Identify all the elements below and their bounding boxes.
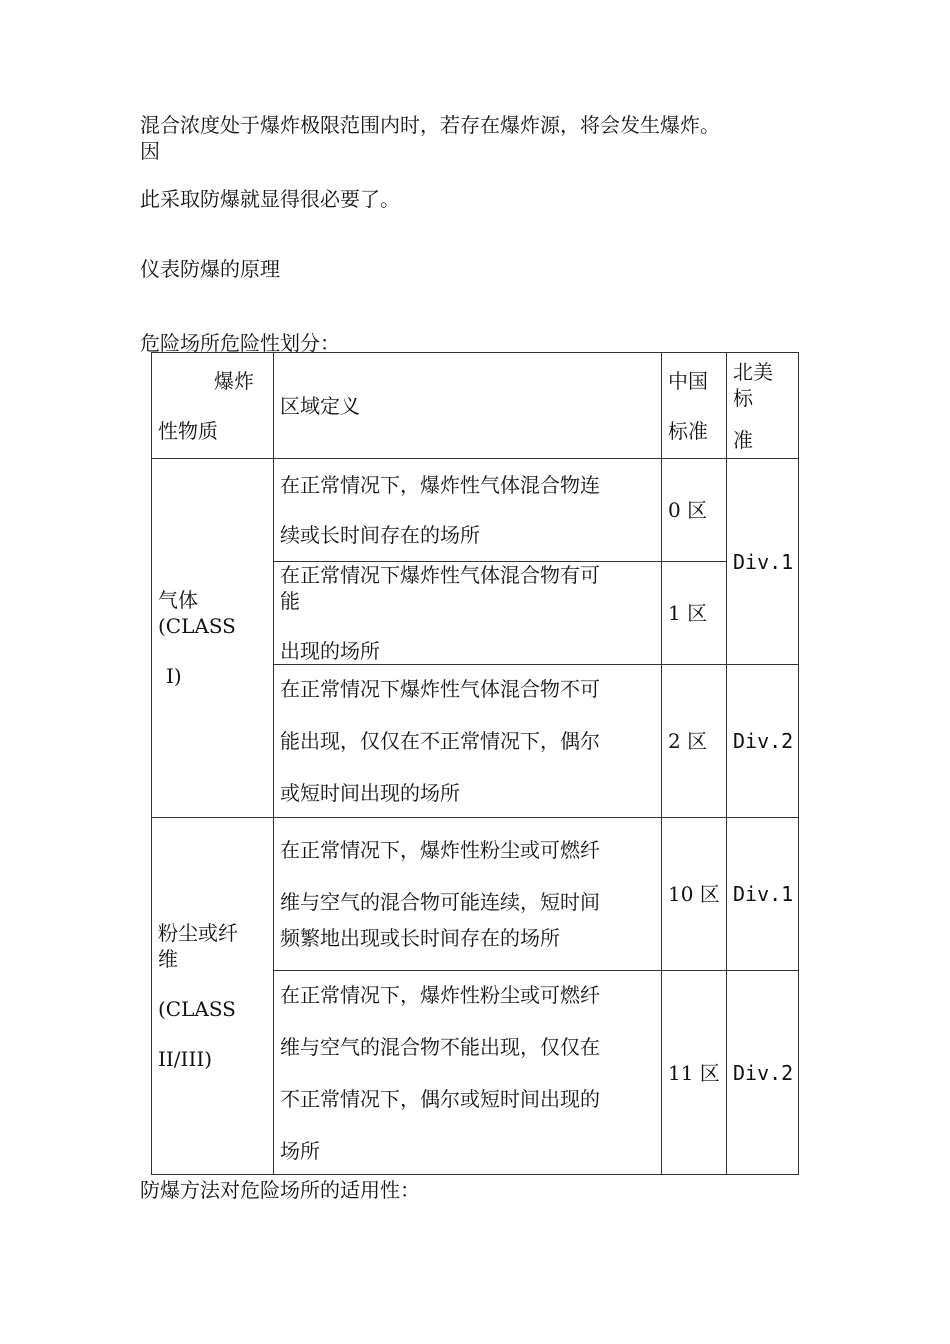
section-heading: 仪表防爆的原理 <box>140 257 280 281</box>
table-row <box>152 818 799 971</box>
table-header-row <box>152 353 799 459</box>
intro-paragraph-wrap: 因 <box>140 139 160 163</box>
north-america-division: Div.1 <box>727 459 799 665</box>
table-row <box>152 459 799 562</box>
header-zone-definition: 区域定义 <box>274 353 662 459</box>
china-zone: 10 区 <box>662 818 727 971</box>
zone-definition: 在正常情况下爆炸性气体混合物有可 能 出现的场所 <box>274 562 662 665</box>
china-zone: 2 区 <box>662 665 727 818</box>
china-zone: 1 区 <box>662 562 727 665</box>
north-america-division: Div.1 <box>727 818 799 971</box>
intro-paragraph-line1: 混合浓度处于爆炸极限范围内时，若存在爆炸源，将会发生爆炸。 <box>140 113 720 137</box>
hazard-zone-table <box>151 352 799 1175</box>
north-america-division: Div.2 <box>727 971 799 1175</box>
zone-definition: 在正常情况下爆炸性气体混合物不可 能出现，仅仅在不正常情况下，偶尔 或短时间出现的场所 <box>274 665 662 818</box>
header-north-america-standard: 北美 标 准 <box>727 353 799 459</box>
table-caption: 危险场所危险性划分： <box>140 331 340 355</box>
zone-definition: 在正常情况下，爆炸性粉尘或可燃纤 维与空气的混合物不能出现，仅仅在 不正常情况下，偶尔或短时间出现的 场所 <box>274 971 662 1175</box>
zone-definition: 在正常情况下，爆炸性气体混合物连 续或长时间存在的场所 <box>274 459 662 562</box>
china-zone: 11 区 <box>662 971 727 1175</box>
substance-gas: 气体 (CLASS I) <box>152 459 274 818</box>
substance-dust-fiber: 粉尘或纤 维 (CLASS II/III) <box>152 818 274 1175</box>
north-america-division: Div.2 <box>727 665 799 818</box>
intro-paragraph-line2: 此采取防爆就显得很必要了。 <box>140 187 400 211</box>
closing-line: 防爆方法对危险场所的适用性： <box>140 1178 420 1202</box>
header-substance: 爆炸 性物质 <box>152 353 274 459</box>
zone-definition: 在正常情况下，爆炸性粉尘或可燃纤 维与空气的混合物可能连续，短时间 频繁地出现或长时间存在的场所 <box>274 818 662 971</box>
header-china-standard: 中国 标准 <box>662 353 727 459</box>
china-zone: 0 区 <box>662 459 727 562</box>
